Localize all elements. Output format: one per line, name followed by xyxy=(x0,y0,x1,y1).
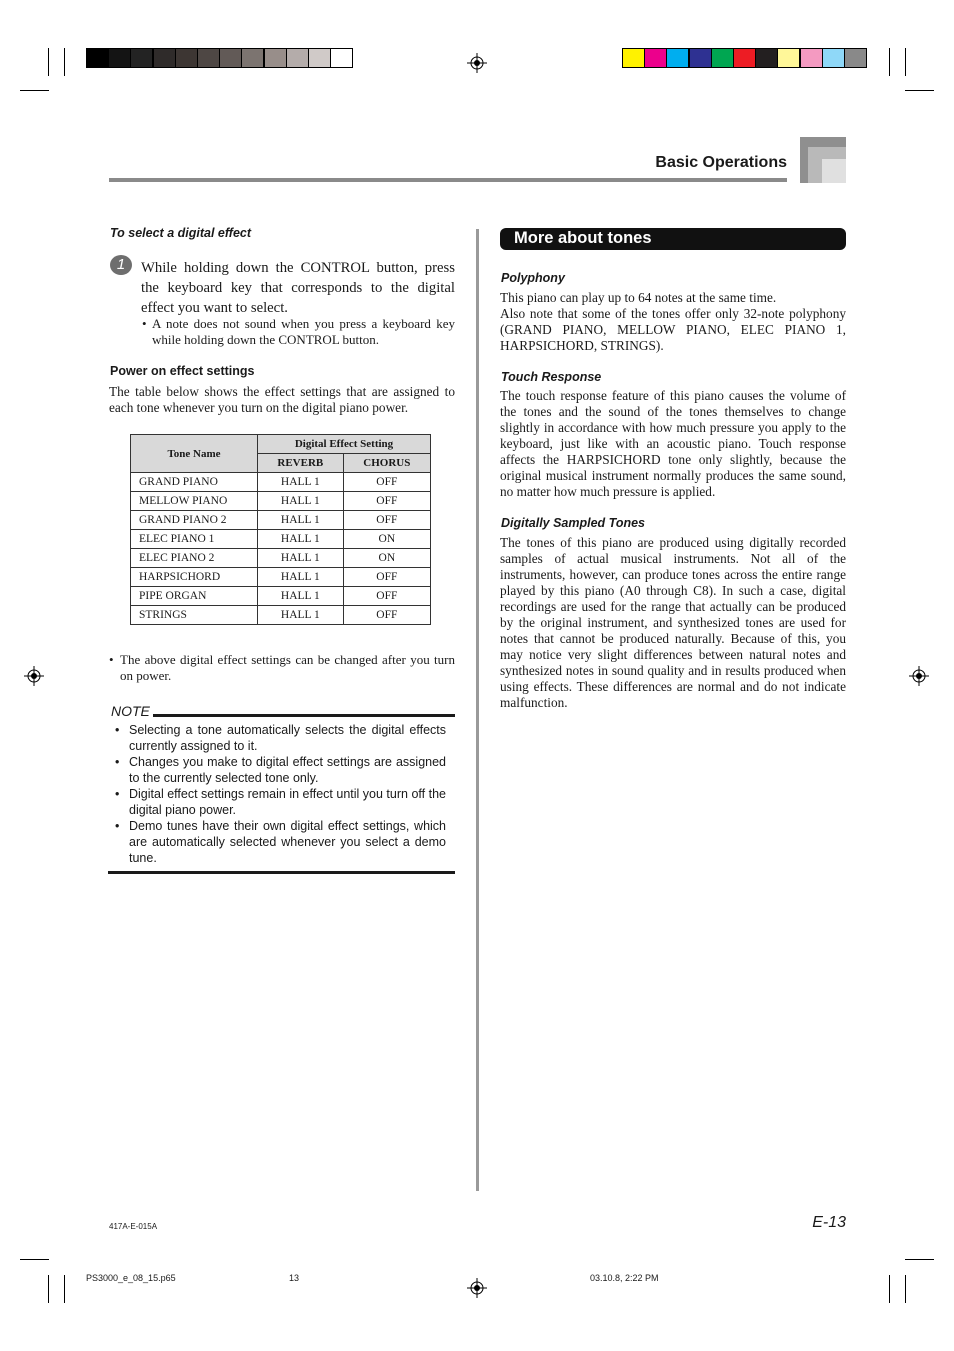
color-swatch xyxy=(644,48,667,68)
power-text: The table below shows the effect settings that are assigned to each tone whenever you turn on the digital piano power. xyxy=(109,384,455,415)
after-table-bullet-text: The above digital effect settings can be changed after you turn on power. xyxy=(120,652,455,683)
touch-heading: Touch Response xyxy=(501,370,602,384)
gray-swatch xyxy=(264,48,287,68)
tone-cell: GRAND PIANO 2 xyxy=(131,511,258,530)
table-row xyxy=(131,511,431,530)
color-swatch xyxy=(666,48,689,68)
gray-swatch xyxy=(86,48,109,68)
chorus-cell: OFF xyxy=(343,568,430,587)
chorus-cell: OFF xyxy=(343,587,430,606)
chorus-cell: ON xyxy=(343,530,430,549)
gray-swatch xyxy=(330,48,353,68)
polyphony-heading: Polyphony xyxy=(501,271,565,285)
gray-swatch xyxy=(219,48,242,68)
step-number: 1 xyxy=(116,256,126,273)
reverb-cell: HALL 1 xyxy=(258,568,344,587)
chorus-cell: OFF xyxy=(343,492,430,511)
registration-mark-icon xyxy=(467,53,487,73)
reverb-cell: HALL 1 xyxy=(258,549,344,568)
sampled-heading: Digitally Sampled Tones xyxy=(501,516,646,530)
note-label: NOTE xyxy=(111,703,150,719)
file-name: PS3000_e_08_15.p65 xyxy=(86,1273,176,1283)
registration-mark-icon xyxy=(909,666,929,686)
gray-swatch xyxy=(130,48,153,68)
polyphony-text-1: This piano can play up to 64 notes at the same time. xyxy=(500,290,777,305)
more-about-tones-banner xyxy=(500,228,846,250)
color-swatch xyxy=(622,48,645,68)
header-rule xyxy=(109,178,787,182)
step-bullet: • A note does not sound when you press a keyboard key while holding down the CONTROL button. xyxy=(142,316,455,347)
color-swatch xyxy=(800,48,823,68)
table-row xyxy=(131,473,431,492)
table-header-group: Digital Effect Setting xyxy=(258,435,431,454)
note-item: • Demo tunes have their own digital effect settings, which are automatically selected whenever you select a demo tune. xyxy=(109,818,446,866)
step-bullet-text: A note does not sound when you press a keyboard key while holding down the CONTROL button. xyxy=(152,316,455,347)
table-row xyxy=(131,587,431,606)
note-list xyxy=(109,722,446,866)
tone-cell: GRAND PIANO xyxy=(131,473,258,492)
after-table-bullet: • The above digital effect settings can be changed after you turn on power. xyxy=(109,652,455,683)
tone-cell: STRINGS xyxy=(131,606,258,625)
reverb-cell: HALL 1 xyxy=(258,511,344,530)
chorus-cell: OFF xyxy=(343,511,430,530)
gray-swatch xyxy=(108,48,131,68)
tone-cell: MELLOW PIANO xyxy=(131,492,258,511)
column-divider xyxy=(476,229,479,1191)
table-header-reverb: REVERB xyxy=(258,454,344,473)
table-row xyxy=(131,549,431,568)
registration-mark-icon xyxy=(24,666,44,686)
select-effect-heading: To select a digital effect xyxy=(110,226,252,240)
touch-text: The touch response feature of this piano causes the volume of the tones and the sound of the tones themselves to change slightly in accordance with how much pressure you apply to the keyboard, just like with an acoustic piano. Touch response affects the HARPSICHORD tone only slightly, because the original musical instrument normally produces the same sound, no matter how much pressure is applied. xyxy=(500,388,846,499)
gray-swatch xyxy=(308,48,331,68)
table-header-chorus: CHORUS xyxy=(343,454,430,473)
file-page: 13 xyxy=(289,1273,300,1283)
table-row xyxy=(131,492,431,511)
table-header-tone: Tone Name xyxy=(131,435,258,473)
gray-swatch xyxy=(197,48,220,68)
table-row xyxy=(131,530,431,549)
section-title: Basic Operations xyxy=(655,154,787,171)
step-number-badge xyxy=(110,255,132,275)
reverb-cell: HALL 1 xyxy=(258,530,344,549)
reverb-cell: HALL 1 xyxy=(258,492,344,511)
table-row xyxy=(131,568,431,587)
chorus-cell: OFF xyxy=(343,473,430,492)
tone-cell: PIPE ORGAN xyxy=(131,587,258,606)
table-row xyxy=(131,606,431,625)
step-text: While holding down the CONTROL button, press the keyboard key that corresponds to the digital effect you want to select. xyxy=(141,260,455,316)
note-item: • Selecting a tone automatically selects the digital effects currently assigned to it. xyxy=(109,722,446,754)
effect-settings-table xyxy=(130,434,431,625)
color-swatch xyxy=(777,48,800,68)
chorus-cell: ON xyxy=(343,549,430,568)
chorus-cell: OFF xyxy=(343,606,430,625)
color-swatch xyxy=(711,48,734,68)
reverb-cell: HALL 1 xyxy=(258,606,344,625)
sampled-text: The tones of this piano are produced using digitally recorded samples of actual musical instruments. Not all of the instruments, however, can produce tones across the entire range played by this piano (A0 through C8). In such a case, digital recordings are used for the range that actually can be produced by the original instrument, and synthesized tones are used for notes that cannot be produced naturally. Because of this, you may notice very slight differences between natural notes and synthesized notes in sound quality and in results produced when using effects. These differences are normal and do not indicate malfunction. xyxy=(500,535,846,710)
color-swatch xyxy=(755,48,778,68)
registration-mark-icon xyxy=(467,1278,487,1298)
note-bottom-rule xyxy=(108,871,455,874)
doc-code: 417A-E-015A xyxy=(109,1222,158,1231)
tone-cell: ELEC PIANO 2 xyxy=(131,549,258,568)
section-tab-graphic xyxy=(800,137,846,183)
reverb-cell: HALL 1 xyxy=(258,587,344,606)
color-swatch xyxy=(689,48,712,68)
power-heading: Power on effect settings xyxy=(110,364,255,378)
gray-swatch xyxy=(241,48,264,68)
polyphony-text-2: Also note that some of the tones offer only 32-note polyphony (GRAND PIANO, MELLOW PIANO, ELEC PIANO 1, HARPSICHORD, STRINGS). xyxy=(500,306,846,353)
color-swatch xyxy=(733,48,756,68)
gray-swatch xyxy=(286,48,309,68)
gray-swatch xyxy=(153,48,176,68)
color-swatch xyxy=(822,48,845,68)
color-swatch xyxy=(844,48,867,68)
banner-title: More about tones xyxy=(514,229,652,247)
page-number: E-13 xyxy=(812,1214,846,1231)
gray-swatch xyxy=(175,48,198,68)
note-item: • Digital effect settings remain in effect until you turn off the digital piano power. xyxy=(109,786,446,818)
timestamp: 03.10.8, 2:22 PM xyxy=(590,1273,659,1283)
reverb-cell: HALL 1 xyxy=(258,473,344,492)
note-item: • Changes you make to digital effect settings are assigned to the currently selected tone only. xyxy=(109,754,446,786)
tone-cell: ELEC PIANO 1 xyxy=(131,530,258,549)
tone-cell: HARPSICHORD xyxy=(131,568,258,587)
note-top-rule xyxy=(153,714,455,717)
